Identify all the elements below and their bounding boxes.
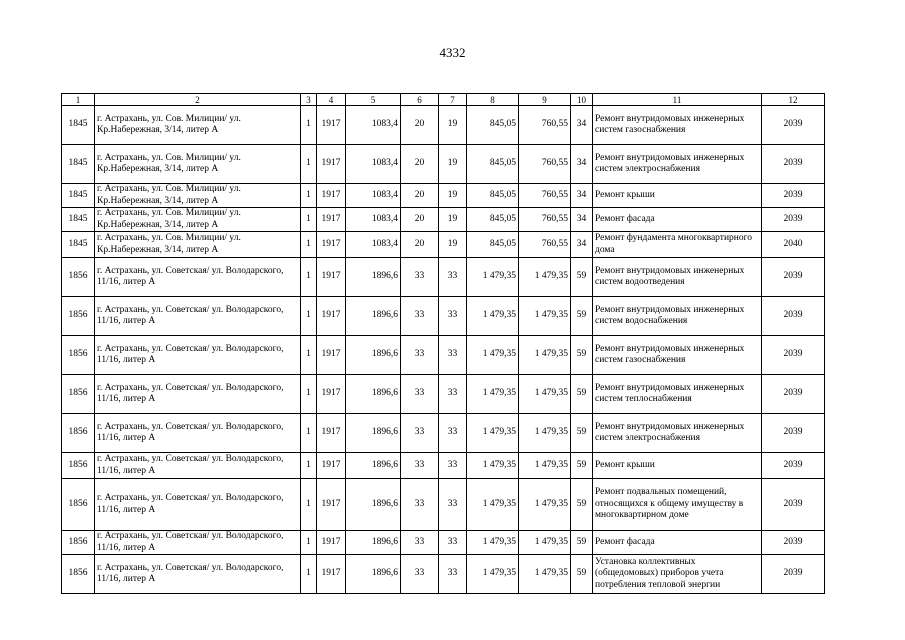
value-cell: 19 — [439, 232, 467, 258]
area-cell: 1896,6 — [346, 336, 401, 375]
value-cell: 33 — [439, 479, 467, 531]
address-cell: г. Астрахань, ул. Сов. Милиции/ ул. Кр.Набережная, 3/14, литер А — [95, 184, 301, 208]
planned-year-cell: 2039 — [762, 531, 825, 555]
column-header: 11 — [593, 94, 762, 106]
value-cell: 1 479,35 — [467, 414, 519, 453]
work-type-cell: Установка коллективных (общедомовых) приборов учета потребления тепловой энергии — [593, 555, 762, 594]
table-row — [62, 336, 825, 375]
area-cell: 1896,6 — [346, 453, 401, 479]
planned-year-cell: 2039 — [762, 208, 825, 232]
value-cell: 1 479,35 — [519, 375, 571, 414]
area-cell: 1896,6 — [346, 258, 401, 297]
row-number-cell: 1856 — [62, 375, 95, 414]
value-cell: 1 479,35 — [519, 336, 571, 375]
area-cell: 1083,4 — [346, 208, 401, 232]
value-cell: 59 — [571, 531, 593, 555]
value-cell: 33 — [401, 414, 439, 453]
area-cell: 1896,6 — [346, 479, 401, 531]
value-cell: 59 — [571, 555, 593, 594]
value-cell: 19 — [439, 145, 467, 184]
address-cell: г. Астрахань, ул. Советская/ ул. Володарского, 11/16, литер А — [95, 531, 301, 555]
column-header: 10 — [571, 94, 593, 106]
area-cell: 1896,6 — [346, 555, 401, 594]
work-type-cell: Ремонт фасада — [593, 531, 762, 555]
table-row — [62, 479, 825, 531]
value-cell: 1 479,35 — [467, 297, 519, 336]
table-row — [62, 531, 825, 555]
count-cell: 1 — [301, 375, 317, 414]
row-number-cell: 1856 — [62, 531, 95, 555]
work-type-cell: Ремонт внутридомовых инженерных систем электроснабжения — [593, 145, 762, 184]
row-number-cell: 1845 — [62, 208, 95, 232]
area-cell: 1083,4 — [346, 232, 401, 258]
area-cell: 1083,4 — [346, 106, 401, 145]
value-cell: 845,05 — [467, 145, 519, 184]
address-cell: г. Астрахань, ул. Советская/ ул. Володарского, 11/16, литер А — [95, 258, 301, 297]
value-cell: 34 — [571, 106, 593, 145]
table-row — [62, 555, 825, 594]
row-number-cell: 1856 — [62, 555, 95, 594]
table-row — [62, 258, 825, 297]
work-type-cell: Ремонт фасада — [593, 208, 762, 232]
year-cell: 1917 — [317, 208, 346, 232]
planned-year-cell: 2039 — [762, 184, 825, 208]
column-header: 3 — [301, 94, 317, 106]
count-cell: 1 — [301, 232, 317, 258]
value-cell: 1 479,35 — [519, 453, 571, 479]
work-type-cell: Ремонт внутридомовых инженерных систем газоснабжения — [593, 336, 762, 375]
value-cell: 59 — [571, 375, 593, 414]
row-number-cell: 1856 — [62, 414, 95, 453]
value-cell: 33 — [439, 531, 467, 555]
planned-year-cell: 2039 — [762, 414, 825, 453]
value-cell: 1 479,35 — [519, 555, 571, 594]
year-cell: 1917 — [317, 414, 346, 453]
value-cell: 33 — [439, 258, 467, 297]
address-cell: г. Астрахань, ул. Советская/ ул. Володарского, 11/16, литер А — [95, 555, 301, 594]
count-cell: 1 — [301, 531, 317, 555]
column-header: 5 — [346, 94, 401, 106]
value-cell: 20 — [401, 208, 439, 232]
planned-year-cell: 2039 — [762, 297, 825, 336]
year-cell: 1917 — [317, 479, 346, 531]
work-type-cell: Ремонт внутридомовых инженерных систем газоснабжения — [593, 106, 762, 145]
value-cell: 1 479,35 — [467, 531, 519, 555]
value-cell: 59 — [571, 297, 593, 336]
work-type-cell: Ремонт внутридомовых инженерных систем электроснабжения — [593, 414, 762, 453]
work-type-cell: Ремонт фундамента многоквартирного дома — [593, 232, 762, 258]
count-cell: 1 — [301, 208, 317, 232]
planned-year-cell: 2039 — [762, 258, 825, 297]
work-type-cell: Ремонт внутридомовых инженерных систем теплоснабжения — [593, 375, 762, 414]
year-cell: 1917 — [317, 336, 346, 375]
value-cell: 19 — [439, 106, 467, 145]
year-cell: 1917 — [317, 531, 346, 555]
area-cell: 1896,6 — [346, 297, 401, 336]
table-row — [62, 106, 825, 145]
year-cell: 1917 — [317, 555, 346, 594]
address-cell: г. Астрахань, ул. Советская/ ул. Володарского, 11/16, литер А — [95, 453, 301, 479]
planned-year-cell: 2039 — [762, 336, 825, 375]
column-header: 9 — [519, 94, 571, 106]
table-row — [62, 414, 825, 453]
row-number-cell: 1845 — [62, 145, 95, 184]
row-number-cell: 1845 — [62, 184, 95, 208]
value-cell: 33 — [439, 336, 467, 375]
count-cell: 1 — [301, 555, 317, 594]
address-cell: г. Астрахань, ул. Советская/ ул. Володарского, 11/16, литер А — [95, 414, 301, 453]
count-cell: 1 — [301, 106, 317, 145]
table-row — [62, 145, 825, 184]
work-type-cell: Ремонт подвальных помещений, относящихся к общему имуществу в многоквартирном доме — [593, 479, 762, 531]
area-cell: 1083,4 — [346, 184, 401, 208]
value-cell: 760,55 — [519, 145, 571, 184]
row-number-cell: 1856 — [62, 479, 95, 531]
count-cell: 1 — [301, 453, 317, 479]
value-cell: 19 — [439, 208, 467, 232]
year-cell: 1917 — [317, 375, 346, 414]
row-number-cell: 1856 — [62, 258, 95, 297]
value-cell: 1 479,35 — [519, 414, 571, 453]
value-cell: 34 — [571, 232, 593, 258]
address-cell: г. Астрахань, ул. Советская/ ул. Володарского, 11/16, литер А — [95, 336, 301, 375]
value-cell: 33 — [439, 375, 467, 414]
column-header: 12 — [762, 94, 825, 106]
row-number-cell: 1856 — [62, 336, 95, 375]
address-cell: г. Астрахань, ул. Советская/ ул. Володарского, 11/16, литер А — [95, 479, 301, 531]
planned-year-cell: 2039 — [762, 145, 825, 184]
count-cell: 1 — [301, 336, 317, 375]
value-cell: 1 479,35 — [467, 555, 519, 594]
column-header: 2 — [95, 94, 301, 106]
count-cell: 1 — [301, 414, 317, 453]
value-cell: 760,55 — [519, 232, 571, 258]
row-number-cell: 1845 — [62, 106, 95, 145]
value-cell: 1 479,35 — [467, 258, 519, 297]
value-cell: 20 — [401, 145, 439, 184]
column-header: 4 — [317, 94, 346, 106]
area-cell: 1896,6 — [346, 375, 401, 414]
value-cell: 760,55 — [519, 184, 571, 208]
table-row — [62, 232, 825, 258]
table-row — [62, 297, 825, 336]
year-cell: 1917 — [317, 258, 346, 297]
count-cell: 1 — [301, 184, 317, 208]
table-row — [62, 375, 825, 414]
value-cell: 34 — [571, 184, 593, 208]
address-cell: г. Астрахань, ул. Сов. Милиции/ ул. Кр.Набережная, 3/14, литер А — [95, 106, 301, 145]
value-cell: 34 — [571, 208, 593, 232]
value-cell: 59 — [571, 258, 593, 297]
value-cell: 33 — [439, 297, 467, 336]
address-cell: г. Астрахань, ул. Сов. Милиции/ ул. Кр.Набережная, 3/14, литер А — [95, 232, 301, 258]
year-cell: 1917 — [317, 453, 346, 479]
registry-body — [62, 106, 825, 594]
table-row — [62, 184, 825, 208]
address-cell: г. Астрахань, ул. Советская/ ул. Володарского, 11/16, литер А — [95, 375, 301, 414]
row-number-cell: 1845 — [62, 232, 95, 258]
value-cell: 1 479,35 — [519, 531, 571, 555]
table-row — [62, 208, 825, 232]
value-cell: 1 479,35 — [467, 453, 519, 479]
value-cell: 20 — [401, 232, 439, 258]
planned-year-cell: 2040 — [762, 232, 825, 258]
year-cell: 1917 — [317, 145, 346, 184]
address-cell: г. Астрахань, ул. Советская/ ул. Володарского, 11/16, литер А — [95, 297, 301, 336]
planned-year-cell: 2039 — [762, 479, 825, 531]
year-cell: 1917 — [317, 297, 346, 336]
value-cell: 33 — [401, 258, 439, 297]
value-cell: 34 — [571, 145, 593, 184]
value-cell: 20 — [401, 106, 439, 145]
value-cell: 33 — [401, 453, 439, 479]
work-type-cell: Ремонт внутридомовых инженерных систем водоотведения — [593, 258, 762, 297]
count-cell: 1 — [301, 145, 317, 184]
value-cell: 33 — [439, 453, 467, 479]
column-header: 8 — [467, 94, 519, 106]
value-cell: 845,05 — [467, 106, 519, 145]
value-cell: 33 — [401, 297, 439, 336]
year-cell: 1917 — [317, 184, 346, 208]
planned-year-cell: 2039 — [762, 375, 825, 414]
value-cell: 33 — [401, 555, 439, 594]
planned-year-cell: 2039 — [762, 106, 825, 145]
value-cell: 33 — [401, 479, 439, 531]
value-cell: 760,55 — [519, 106, 571, 145]
value-cell: 1 479,35 — [519, 258, 571, 297]
registry-table — [61, 93, 825, 594]
page-number: 4332 — [439, 45, 466, 60]
work-type-cell: Ремонт внутридомовых инженерных систем водоснабжения — [593, 297, 762, 336]
value-cell: 1 479,35 — [519, 297, 571, 336]
value-cell: 845,05 — [467, 184, 519, 208]
value-cell: 33 — [439, 555, 467, 594]
value-cell: 59 — [571, 414, 593, 453]
value-cell: 1 479,35 — [467, 479, 519, 531]
header-row — [62, 94, 825, 106]
value-cell: 59 — [571, 479, 593, 531]
address-cell: г. Астрахань, ул. Сов. Милиции/ ул. Кр.Набережная, 3/14, литер А — [95, 208, 301, 232]
value-cell: 33 — [439, 414, 467, 453]
value-cell: 33 — [401, 531, 439, 555]
value-cell: 33 — [401, 336, 439, 375]
planned-year-cell: 2039 — [762, 555, 825, 594]
table-row — [62, 453, 825, 479]
work-type-cell: Ремонт крыши — [593, 184, 762, 208]
column-header: 1 — [62, 94, 95, 106]
value-cell: 59 — [571, 336, 593, 375]
area-cell: 1083,4 — [346, 145, 401, 184]
value-cell: 59 — [571, 453, 593, 479]
work-type-cell: Ремонт крыши — [593, 453, 762, 479]
address-cell: г. Астрахань, ул. Сов. Милиции/ ул. Кр.Набережная, 3/14, литер А — [95, 145, 301, 184]
count-cell: 1 — [301, 258, 317, 297]
year-cell: 1917 — [317, 232, 346, 258]
column-header: 6 — [401, 94, 439, 106]
value-cell: 845,05 — [467, 208, 519, 232]
value-cell: 760,55 — [519, 208, 571, 232]
column-header: 7 — [439, 94, 467, 106]
count-cell: 1 — [301, 479, 317, 531]
value-cell: 845,05 — [467, 232, 519, 258]
planned-year-cell: 2039 — [762, 453, 825, 479]
value-cell: 19 — [439, 184, 467, 208]
area-cell: 1896,6 — [346, 414, 401, 453]
value-cell: 1 479,35 — [467, 336, 519, 375]
area-cell: 1896,6 — [346, 531, 401, 555]
value-cell: 1 479,35 — [519, 479, 571, 531]
value-cell: 20 — [401, 184, 439, 208]
row-number-cell: 1856 — [62, 297, 95, 336]
count-cell: 1 — [301, 297, 317, 336]
year-cell: 1917 — [317, 106, 346, 145]
value-cell: 33 — [401, 375, 439, 414]
row-number-cell: 1856 — [62, 453, 95, 479]
value-cell: 1 479,35 — [467, 375, 519, 414]
